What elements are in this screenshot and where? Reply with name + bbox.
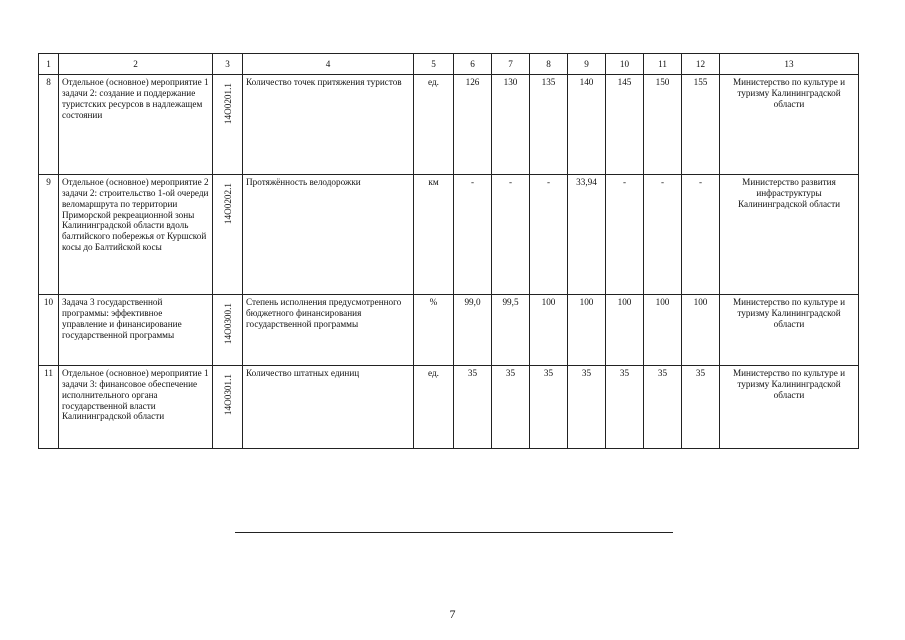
row-number: 11 bbox=[39, 366, 59, 449]
measure-code-cell bbox=[213, 75, 243, 175]
indicator-name: Степень исполнения предусмотренного бюджетного финансирования государственной программы bbox=[243, 295, 414, 366]
indicator-name: Протяжённость велодорожки bbox=[243, 175, 414, 295]
value-cell: - bbox=[530, 175, 568, 295]
responsible-body: Министерство по культуре и туризму Калининградской области bbox=[720, 75, 859, 175]
value-cell: 35 bbox=[606, 366, 644, 449]
value-cell: 99,0 bbox=[454, 295, 492, 366]
header-row bbox=[39, 54, 859, 75]
measure-name: Отдельное (основное) мероприятие 1 задачи 3: финансовое обеспечение исполнительного органа государственной власти Калининградской области bbox=[59, 366, 213, 449]
indicators-table bbox=[38, 53, 859, 449]
measure-code: 14О0201.1 bbox=[222, 83, 233, 125]
value-cell: 99,5 bbox=[492, 295, 530, 366]
signature-line bbox=[235, 532, 673, 533]
indicator-name: Количество штатных единиц bbox=[243, 366, 414, 449]
header-cell: 9 bbox=[568, 54, 606, 75]
measure-code-cell bbox=[213, 295, 243, 366]
measure-name: Отдельное (основное) мероприятие 2 задачи 2: строительство 1-ой очереди веломаршрута по территории Приморской рекреационной зоны Калининградской области вдоль балтийского побережья от Куршской косы до Балтийской косы bbox=[59, 175, 213, 295]
value-cell: 35 bbox=[454, 366, 492, 449]
header-cell: 3 bbox=[213, 54, 243, 75]
value-cell: 150 bbox=[644, 75, 682, 175]
value-cell: - bbox=[682, 175, 720, 295]
value-cell: 35 bbox=[568, 366, 606, 449]
value-cell: 35 bbox=[644, 366, 682, 449]
measure-name: Задача 3 государственной программы: эффективное управление и финансирование государственной программы bbox=[59, 295, 213, 366]
header-cell: 6 bbox=[454, 54, 492, 75]
value-cell: - bbox=[644, 175, 682, 295]
table-row bbox=[39, 175, 859, 295]
table-row bbox=[39, 295, 859, 366]
header-cell: 2 bbox=[59, 54, 213, 75]
value-cell: 100 bbox=[682, 295, 720, 366]
value-cell: 100 bbox=[530, 295, 568, 366]
measure-code: 14О0202.1 bbox=[222, 183, 233, 225]
value-cell: 140 bbox=[568, 75, 606, 175]
header-cell: 12 bbox=[682, 54, 720, 75]
measure-code-cell bbox=[213, 175, 243, 295]
unit: ед. bbox=[414, 366, 454, 449]
table-row bbox=[39, 366, 859, 449]
value-cell: - bbox=[454, 175, 492, 295]
row-number: 10 bbox=[39, 295, 59, 366]
header-cell: 1 bbox=[39, 54, 59, 75]
indicator-name: Количество точек притяжения туристов bbox=[243, 75, 414, 175]
page-number: 7 bbox=[449, 607, 456, 621]
row-number: 9 bbox=[39, 175, 59, 295]
value-cell: 35 bbox=[682, 366, 720, 449]
measure-code-cell bbox=[213, 366, 243, 449]
value-cell: 135 bbox=[530, 75, 568, 175]
unit: ед. bbox=[414, 75, 454, 175]
measure-name: Отдельное (основное) мероприятие 1 задачи 2: создание и поддержание туристских ресурсов в надлежащем состоянии bbox=[59, 75, 213, 175]
header-cell: 11 bbox=[644, 54, 682, 75]
value-cell: 35 bbox=[530, 366, 568, 449]
value-cell: - bbox=[492, 175, 530, 295]
unit: км bbox=[414, 175, 454, 295]
value-cell: - bbox=[606, 175, 644, 295]
value-cell: 35 bbox=[492, 366, 530, 449]
header-cell: 10 bbox=[606, 54, 644, 75]
value-cell: 155 bbox=[682, 75, 720, 175]
header-cell: 4 bbox=[243, 54, 414, 75]
responsible-body: Министерство развития инфраструктуры Калининградской области bbox=[720, 175, 859, 295]
value-cell: 100 bbox=[644, 295, 682, 366]
unit: % bbox=[414, 295, 454, 366]
responsible-body: Министерство по культуре и туризму Калининградской области bbox=[720, 366, 859, 449]
measure-code: 14О0300.1 bbox=[222, 303, 233, 345]
header-cell: 5 bbox=[414, 54, 454, 75]
header-cell: 13 bbox=[720, 54, 859, 75]
measure-code: 14О0301.1 bbox=[222, 374, 233, 416]
value-cell: 33,94 bbox=[568, 175, 606, 295]
value-cell: 100 bbox=[606, 295, 644, 366]
header-cell: 7 bbox=[492, 54, 530, 75]
value-cell: 145 bbox=[606, 75, 644, 175]
value-cell: 100 bbox=[568, 295, 606, 366]
value-cell: 130 bbox=[492, 75, 530, 175]
table-row bbox=[39, 75, 859, 175]
responsible-body: Министерство по культуре и туризму Калининградской области bbox=[720, 295, 859, 366]
value-cell: 126 bbox=[454, 75, 492, 175]
row-number: 8 bbox=[39, 75, 59, 175]
header-cell: 8 bbox=[530, 54, 568, 75]
